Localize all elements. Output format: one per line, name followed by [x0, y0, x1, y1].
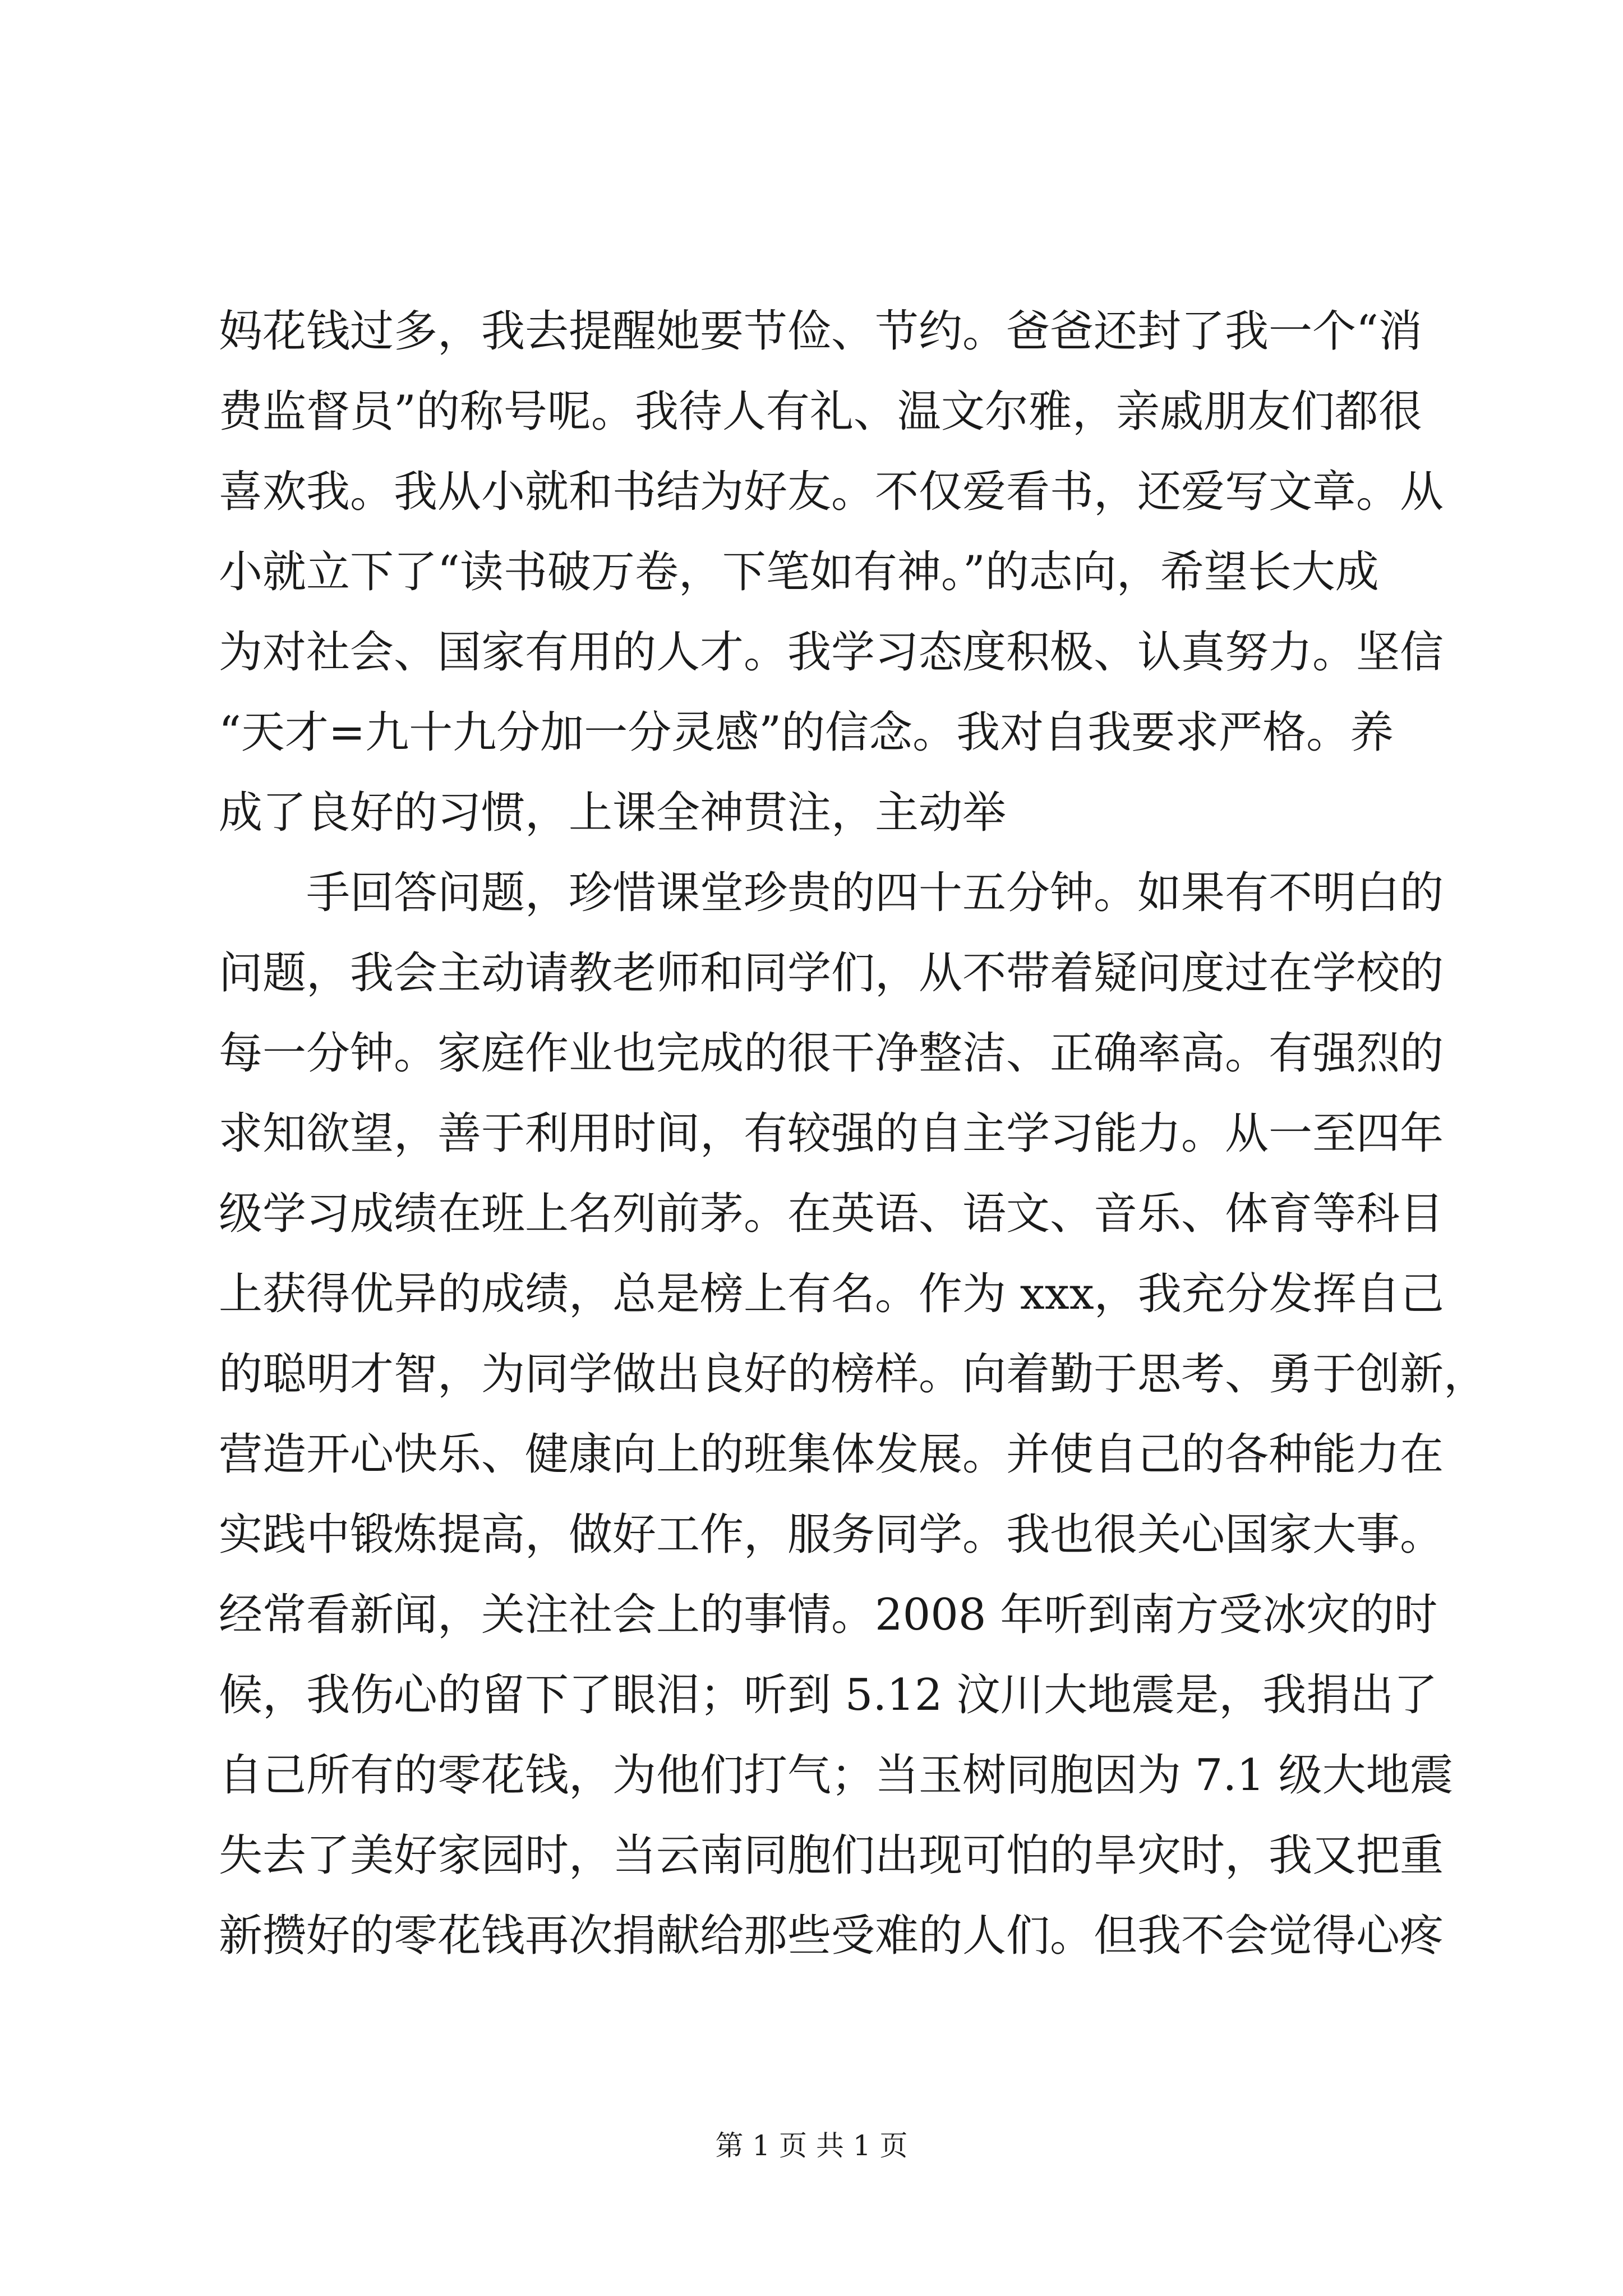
text-line: 自己所有的零花钱，为他们打气；当玉树同胞因为 7.1 级大地震: [219, 1750, 1454, 1801]
text-line: 营造开心快乐、健康向上的班集体发展。并使自己的各种能力在: [219, 1429, 1444, 1480]
page-footer: 第 1 页 共 1 页: [715, 2129, 908, 2162]
text-line: 问题，我会主动请教老师和同学们，从不带着疑问度过在学校的: [219, 948, 1444, 999]
text-line: 费监督员”的称号呢。我待人有礼、温文尔雅，亲戚朋友们都很: [219, 386, 1422, 437]
text-line: 新攒好的零花钱再次捐献给那些受难的人们。但我不会觉得心疼: [219, 1911, 1444, 1961]
text-line: 失去了美好家园时，当云南同胞们出现可怕的旱灾时，我又把重: [219, 1830, 1444, 1881]
text-line: 喜欢我。我从小就和书结为好友。不仅爱看书，还爱写文章。从: [219, 467, 1444, 517]
paragraph: [219, 853, 1488, 1976]
text-line: 妈花钱过多，我去提醒她要节俭、节约。爸爸还封了我一个“消: [219, 306, 1422, 357]
text-line: 经常看新闻，关注社会上的事情。2008 年听到南方受冰灾的时: [219, 1590, 1438, 1640]
text-line: 每一分钟。家庭作业也完成的很干净整洁、正确率高。有强烈的: [219, 1028, 1444, 1079]
text-line: 级学习成绩在班上名列前茅。在英语、语文、音乐、体育等科目: [219, 1189, 1444, 1239]
text-line: 求知欲望，善于利用时间，有较强的自主学习能力。从一至四年: [219, 1108, 1444, 1159]
text-line: 实践中锻炼提高，做好工作，服务同学。我也很关心国家大事。: [219, 1510, 1444, 1560]
paragraph: [219, 292, 1444, 853]
text-line: 为对社会、国家有用的人才。我学习态度积极、认真努力。坚信: [219, 627, 1444, 678]
text-line: 小就立下了“读书破万卷，下笔如有神。”的志向，希望长大成: [219, 547, 1379, 597]
text-line: 手回答问题，珍惜课堂珍贵的四十五分钟。如果有不明白的: [219, 868, 1444, 918]
text-line: 上获得优异的成绩，总是榜上有名。作为 xxx，我充分发挥自己: [219, 1269, 1444, 1319]
text-line: “天才=九十九分加一分灵感”的信念。我对自我要求严格。养: [219, 707, 1394, 758]
text-line: 候，我伤心的留下了眼泪；听到 5.12 汶川大地震是，我捐出了: [219, 1670, 1438, 1720]
text-line: 的聪明才智，为同学做出良好的榜样。向着勤于思考、勇于创新，: [219, 1349, 1488, 1400]
body-text: [219, 292, 1488, 1976]
text-line: 成了良好的习惯，上课全神贯注，主动举: [219, 788, 1007, 838]
